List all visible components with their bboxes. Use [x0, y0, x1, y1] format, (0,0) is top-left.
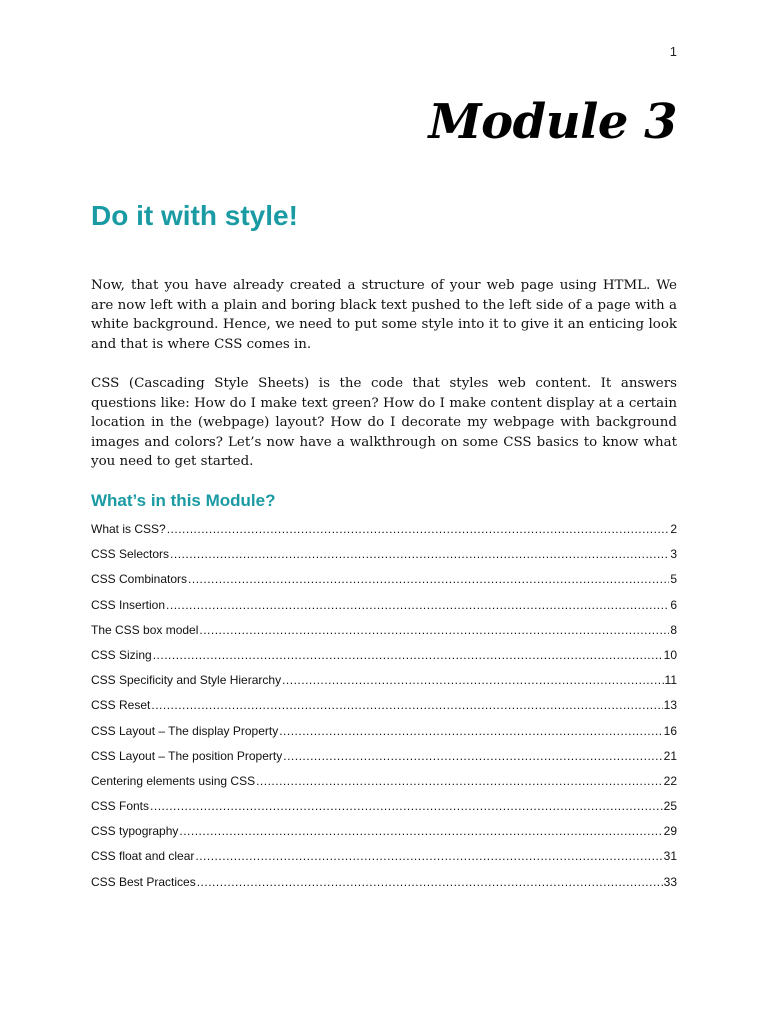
toc-entry-box-model[interactable]	[91, 623, 677, 648]
toc-entry-page: 22	[663, 773, 677, 788]
toc-entry-best-practices[interactable]	[91, 875, 677, 900]
toc-entry-display-property[interactable]	[91, 724, 677, 749]
toc-entry-page: 2	[670, 522, 677, 536]
toc-entry-page: 5	[670, 572, 677, 587]
toc-entry-page: 10	[663, 647, 677, 662]
toc-dot-leader	[179, 824, 662, 838]
toc-dot-leader	[170, 547, 669, 561]
toc-entry-page: 33	[663, 874, 677, 889]
toc-entry-css-fonts[interactable]	[91, 799, 677, 824]
toc-dot-leader	[197, 875, 663, 889]
module-title: Module 3	[428, 94, 677, 150]
toc-entry-css-combinators[interactable]	[91, 572, 677, 597]
toc-entry-float-clear[interactable]	[91, 849, 677, 874]
toc-entry-label: CSS Best Practices	[91, 874, 196, 889]
page-number: 1	[669, 44, 677, 59]
toc-dot-leader	[150, 799, 663, 813]
toc-dot-leader	[166, 598, 669, 612]
toc-entry-label: CSS float and clear	[91, 849, 195, 864]
toc-entry-label: CSS Specificity and Style Hierarchy	[91, 673, 282, 688]
intro-text	[91, 276, 677, 492]
toc-entry-page: 11	[664, 673, 677, 688]
toc-entry-css-insertion[interactable]	[91, 598, 677, 623]
toc-entry-label: CSS Sizing	[91, 647, 152, 662]
toc-entry-label: CSS Insertion	[91, 597, 166, 612]
toc-entry-label: CSS typography	[91, 824, 179, 839]
toc-entry-page: 31	[663, 849, 677, 864]
toc-entry-page: 21	[663, 748, 677, 763]
toc-entry-centering[interactable]	[91, 774, 677, 799]
toc-entry-page: 16	[663, 723, 677, 738]
toc-entry-css-reset[interactable]	[91, 698, 677, 723]
toc-entry-label: CSS Layout – The display Property	[91, 723, 279, 738]
toc-entry-css-selectors[interactable]	[91, 547, 677, 572]
toc-dot-leader	[256, 774, 663, 788]
toc-entry-label: CSS Combinators	[91, 572, 188, 587]
toc-entry-what-is-css[interactable]	[91, 522, 677, 547]
toc-entry-page: 13	[663, 698, 677, 713]
toc-dot-leader	[282, 673, 663, 687]
toc-dot-leader	[188, 572, 669, 586]
table-of-contents	[91, 522, 677, 900]
toc-entry-specificity[interactable]	[91, 673, 677, 698]
toc-dot-leader	[199, 623, 669, 637]
toc-entry-label: The CSS box model	[91, 622, 199, 637]
toc-entry-page: 6	[670, 597, 677, 612]
toc-entry-page: 29	[663, 824, 677, 839]
toc-entry-label: Centering elements using CSS	[91, 773, 256, 788]
toc-dot-leader	[279, 724, 662, 738]
toc-entry-label: CSS Fonts	[91, 799, 150, 814]
section-heading: Do it with style!	[91, 200, 298, 231]
intro-paragraph: Now, that you have already created a structure of your web page using HTML. We are now left with a plain and boring black text pushed to the left side of a page with a white background. Hence, we need to put some style into it to give it an enticing look and that is where CSS comes in.	[91, 278, 677, 352]
toc-entry-page: 3	[670, 547, 677, 562]
toc-entry-page: 25	[663, 799, 677, 814]
toc-entry-css-sizing[interactable]	[91, 648, 677, 673]
toc-entry-label: CSS Layout – The position Property	[91, 748, 283, 763]
toc-dot-leader	[153, 648, 663, 662]
toc-dot-leader	[195, 849, 662, 863]
toc-dot-leader	[283, 749, 662, 763]
intro-paragraph: CSS (Cascading Style Sheets) is the code that styles web content. It answers questions like: How do I make text green? How do I make content display at a certain location in the (webpage) layout? How do I decorate my webpage with background images and colors? Let’s now have a walkthrough on some CSS basics to know what you need to get started.	[91, 375, 677, 470]
toc-entry-label: CSS Reset	[91, 698, 151, 713]
toc-entry-page: 8	[670, 622, 677, 637]
toc-dot-leader	[167, 522, 670, 536]
toc-entry-label: What is CSS?	[91, 522, 166, 536]
toc-entry-position-property[interactable]	[91, 749, 677, 774]
toc-entry-typography[interactable]	[91, 824, 677, 849]
toc-entry-label: CSS Selectors	[91, 547, 170, 562]
toc-title: What’s in this Module?	[91, 491, 276, 510]
toc-dot-leader	[151, 698, 662, 712]
